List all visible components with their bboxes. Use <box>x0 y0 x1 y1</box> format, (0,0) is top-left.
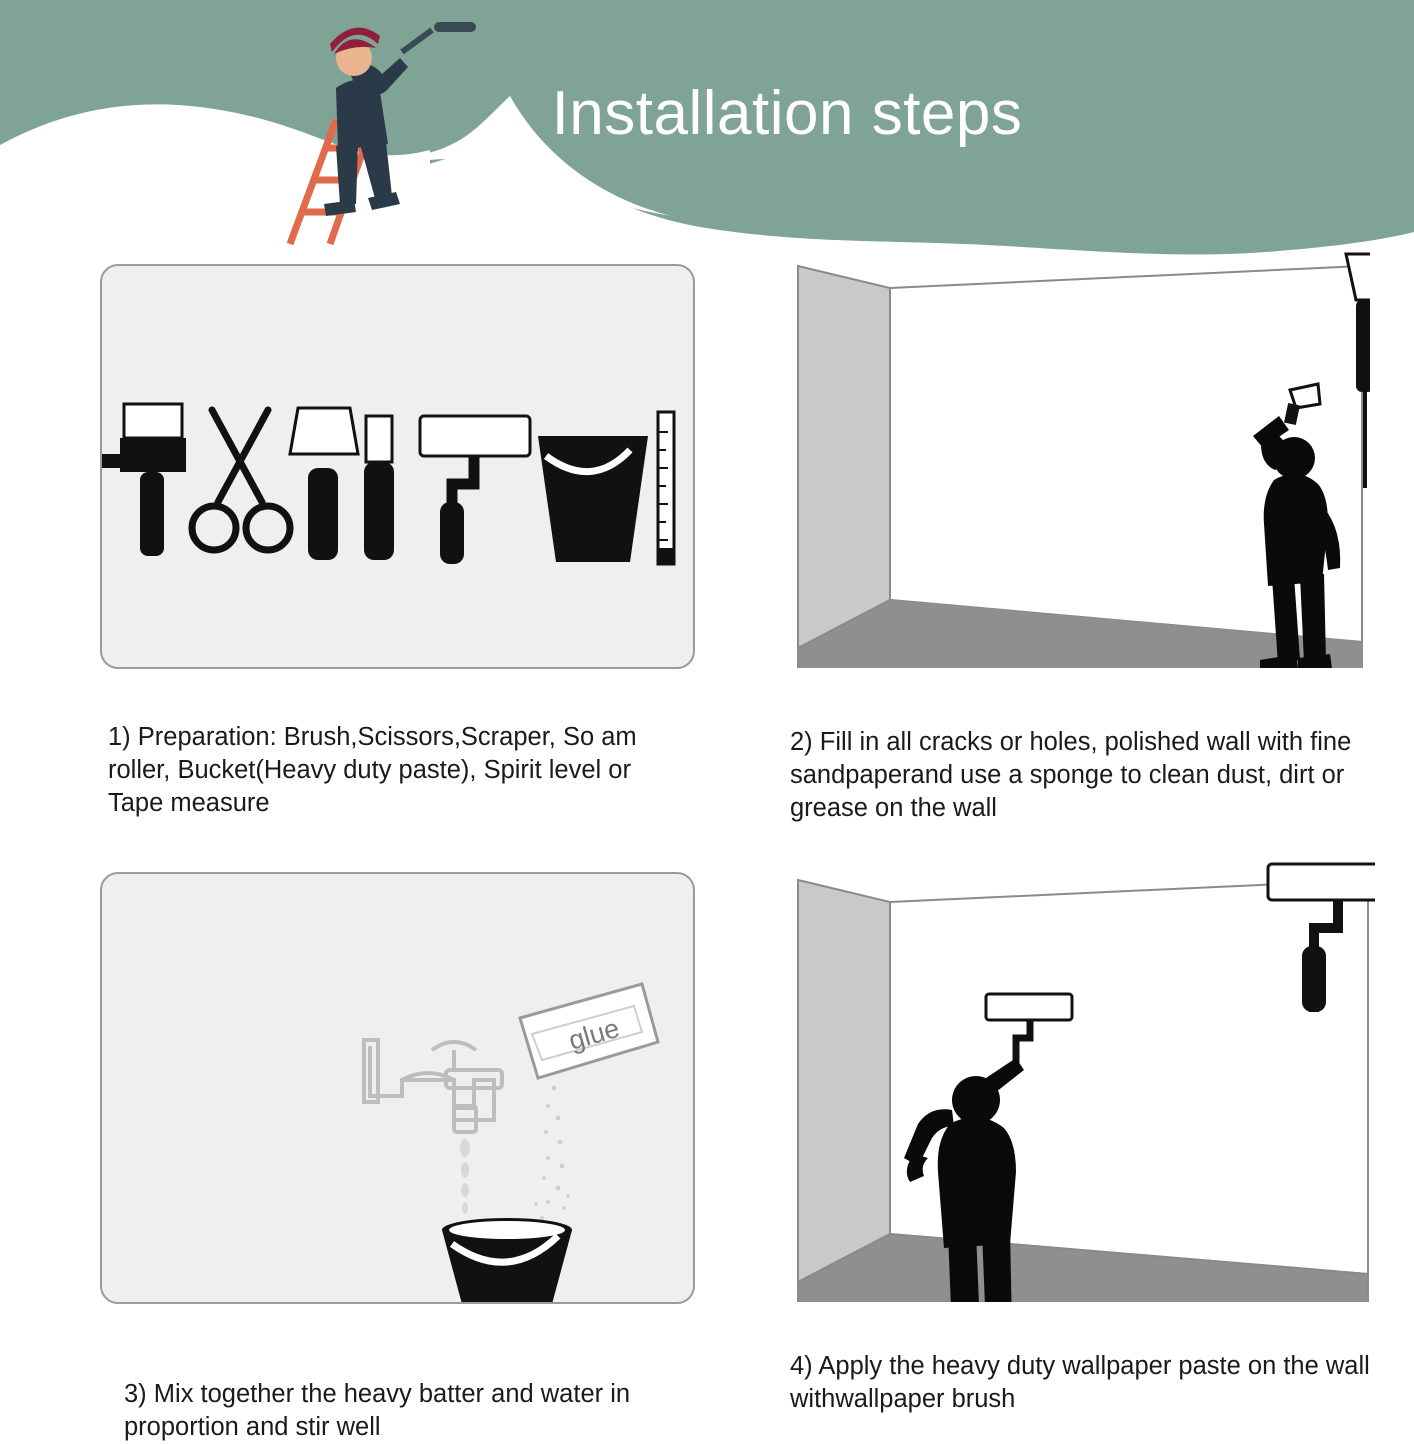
faucet-icon <box>364 1040 502 1132</box>
step-3-caption <box>100 1378 695 1444</box>
step-2-image <box>790 248 1370 668</box>
powder-stream-icon <box>534 1086 570 1229</box>
glue-label: glue <box>565 1012 623 1056</box>
step-1-panel <box>100 264 695 820</box>
paint-roller-icon <box>420 416 530 564</box>
brush-icon <box>120 404 186 556</box>
glue-packet-icon <box>520 984 658 1078</box>
step-3-panel <box>100 872 695 1444</box>
person-rolling-paste-on-wall-icon <box>790 862 1375 1302</box>
roller-icon <box>402 20 490 52</box>
step-4-caption <box>790 1350 1375 1416</box>
step-2-panel <box>790 248 1370 825</box>
step-3-text: Mix together the heavy batter and water in proportion and stir well <box>124 1380 631 1441</box>
scissors-icon <box>192 410 290 550</box>
header-banner <box>0 0 1414 262</box>
step-2-caption <box>790 726 1370 825</box>
bucket-icon <box>442 1218 572 1304</box>
page-title: Installation steps <box>551 79 1023 148</box>
step-4-text: Apply the heavy duty wallpaper paste on the wall withwallpaper brush <box>790 1352 1370 1413</box>
ruler-icon <box>658 412 674 564</box>
person-scraping-wall-in-room-icon <box>790 248 1370 668</box>
step-4-panel <box>790 862 1375 1416</box>
tools-brush-scissors-scraper-knife-roller-bucket-ruler-icon <box>102 266 695 669</box>
step-2-text: Fill in all cracks or holes, polished wall with fine sandpaperand use a sponge to clean dust, dirt or grease on the wall <box>790 728 1352 822</box>
step-3-image <box>100 872 695 1304</box>
step-4-image <box>790 862 1375 1302</box>
utility-knife-icon <box>364 416 394 560</box>
bucket-icon <box>538 436 648 562</box>
water-drops-icon <box>460 1139 470 1214</box>
step-1-number: 1) <box>108 723 131 751</box>
step-2-number: 2) <box>790 728 813 756</box>
faucet-glue-packet-bucket-icon <box>102 874 695 1304</box>
step-1-caption <box>100 721 688 820</box>
step-4-number: 4) <box>790 1352 813 1380</box>
step-3-number: 3) <box>124 1380 147 1408</box>
step-1-text: Preparation: Brush,Scissors,Scraper, So am roller, Bucket(Heavy duty paste), Spirit level or Tape measure <box>108 723 637 817</box>
step-1-image <box>100 264 695 669</box>
